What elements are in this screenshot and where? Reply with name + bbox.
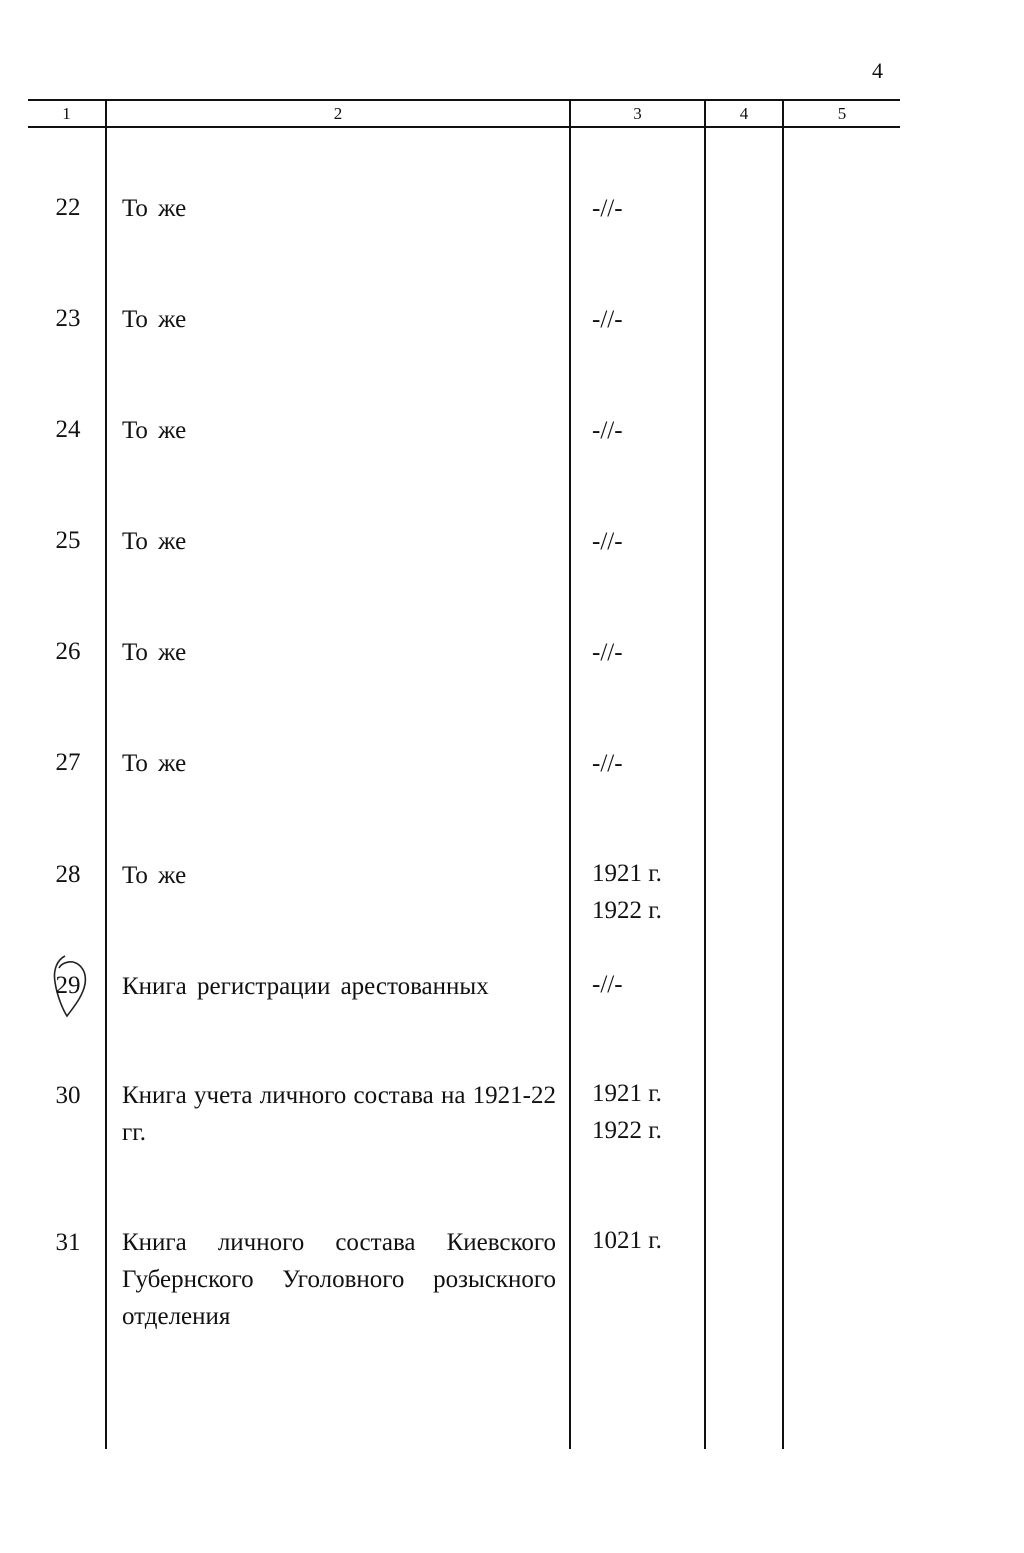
row-dates bbox=[592, 966, 702, 1003]
column-header-2: 2 bbox=[333, 104, 343, 123]
row-date: -//- bbox=[592, 306, 623, 333]
row-number: 26 bbox=[55, 638, 81, 665]
row-dates bbox=[592, 855, 702, 929]
row-date: 1921 г. bbox=[592, 1080, 662, 1107]
row-description: То же bbox=[122, 750, 187, 777]
row-date: 1922 г. bbox=[592, 897, 662, 924]
row-description: То же bbox=[122, 862, 187, 889]
row-description: То же bbox=[122, 195, 187, 222]
row-description: Книга регистрации арестованных bbox=[122, 973, 489, 1000]
row-dates bbox=[592, 1222, 702, 1259]
column-divider-3 bbox=[704, 99, 706, 1449]
row-number: 31 bbox=[55, 1229, 81, 1256]
row-dates bbox=[592, 634, 702, 671]
row-description: То же bbox=[122, 528, 187, 555]
row-description: То же bbox=[122, 306, 187, 333]
row-date: 1021 г. bbox=[592, 1227, 662, 1254]
row-description: То же bbox=[122, 639, 187, 666]
row-dates bbox=[592, 1075, 702, 1149]
row-date: 1922 г. bbox=[592, 1117, 662, 1144]
page-number: 4 bbox=[872, 58, 883, 83]
column-header-3: 3 bbox=[633, 104, 642, 123]
row-number: 28 bbox=[55, 861, 81, 888]
row-date: -//- bbox=[592, 750, 623, 777]
column-header-4: 4 bbox=[739, 104, 749, 123]
row-date: -//- bbox=[592, 195, 623, 222]
row-number: 30 bbox=[55, 1082, 81, 1109]
row-date: -//- bbox=[592, 639, 623, 666]
row-dates bbox=[592, 412, 702, 449]
row-description: Книга личного состава Киевского Губернского Уголовного розыскного отделения bbox=[122, 1229, 556, 1330]
column-header-5: 5 bbox=[837, 104, 847, 123]
column-divider-2 bbox=[569, 99, 571, 1449]
table-top-rule bbox=[28, 99, 900, 101]
column-divider-4 bbox=[782, 99, 784, 1449]
row-date: -//- bbox=[592, 417, 623, 444]
column-header-1: 1 bbox=[62, 104, 71, 123]
row-description: То же bbox=[122, 417, 187, 444]
row-number: 29 bbox=[55, 972, 81, 999]
row-dates bbox=[592, 745, 702, 782]
row-number: 23 bbox=[55, 305, 81, 332]
header-bottom-rule bbox=[28, 126, 900, 128]
row-date: -//- bbox=[592, 971, 623, 998]
row-dates bbox=[592, 190, 702, 227]
row-number: 25 bbox=[55, 527, 81, 554]
row-dates bbox=[592, 301, 702, 338]
row-dates bbox=[592, 523, 702, 560]
row-number: 24 bbox=[55, 416, 81, 443]
row-number: 22 bbox=[55, 194, 81, 221]
row-number: 27 bbox=[55, 749, 81, 776]
row-description: Книга учета личного состава на 1921-22 гг. bbox=[122, 1082, 556, 1146]
row-date: 1921 г. bbox=[592, 860, 662, 887]
row-date: -//- bbox=[592, 528, 623, 555]
